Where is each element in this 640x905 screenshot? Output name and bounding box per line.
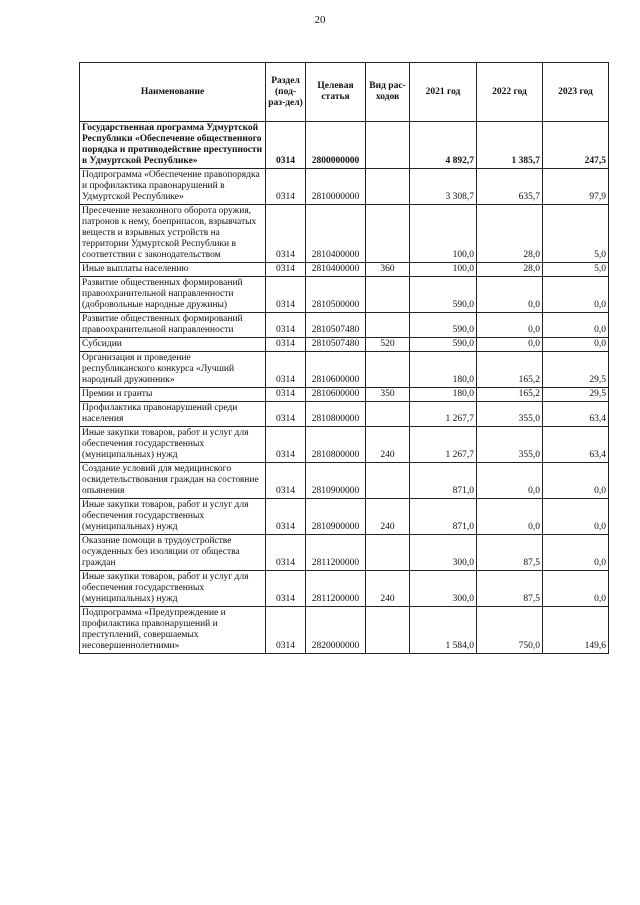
header-section: Раздел (под-раз-дел) bbox=[266, 63, 306, 122]
table-row bbox=[80, 571, 609, 607]
table-row bbox=[80, 352, 609, 388]
cell-expense bbox=[366, 607, 410, 654]
table-row bbox=[80, 277, 609, 313]
cell-target: 2811200000 bbox=[306, 535, 366, 571]
cell-expense bbox=[366, 313, 410, 338]
cell-target: 2810900000 bbox=[306, 499, 366, 535]
cell-2023: 5,0 bbox=[543, 205, 609, 263]
cell-2021: 871,0 bbox=[410, 499, 477, 535]
cell-section: 0314 bbox=[266, 402, 306, 427]
cell-target: 2810000000 bbox=[306, 169, 366, 205]
cell-name: Профилактика правонарушений среди населения bbox=[80, 402, 266, 427]
cell-2023: 63,4 bbox=[543, 427, 609, 463]
cell-2022: 0,0 bbox=[477, 313, 543, 338]
cell-target: 2810600000 bbox=[306, 388, 366, 402]
cell-section: 0314 bbox=[266, 352, 306, 388]
cell-2022: 355,0 bbox=[477, 427, 543, 463]
cell-name: Государственная программа Удмуртской Республики «Обеспечение общественного порядка и противодействие преступности в Удмуртской Республике» bbox=[80, 122, 266, 169]
cell-name: Иные выплаты населению bbox=[80, 263, 266, 277]
cell-section: 0314 bbox=[266, 571, 306, 607]
cell-target: 2820000000 bbox=[306, 607, 366, 654]
cell-section: 0314 bbox=[266, 463, 306, 499]
cell-expense: 360 bbox=[366, 263, 410, 277]
page-number: 20 bbox=[314, 14, 326, 26]
cell-section: 0314 bbox=[266, 607, 306, 654]
cell-2022: 165,2 bbox=[477, 388, 543, 402]
cell-2023: 63,4 bbox=[543, 402, 609, 427]
cell-target: 2810400000 bbox=[306, 205, 366, 263]
header-row bbox=[80, 63, 609, 122]
cell-2023: 29,5 bbox=[543, 388, 609, 402]
cell-2021: 590,0 bbox=[410, 313, 477, 338]
cell-section: 0314 bbox=[266, 169, 306, 205]
table-row bbox=[80, 263, 609, 277]
cell-2021: 590,0 bbox=[410, 338, 477, 352]
cell-2021: 100,0 bbox=[410, 263, 477, 277]
cell-name: Развитие общественных формирований правоохранительной направленности bbox=[80, 313, 266, 338]
cell-target: 2810507480 bbox=[306, 338, 366, 352]
cell-2023: 0,0 bbox=[543, 463, 609, 499]
cell-2022: 355,0 bbox=[477, 402, 543, 427]
cell-expense: 350 bbox=[366, 388, 410, 402]
cell-section: 0314 bbox=[266, 535, 306, 571]
cell-2023: 5,0 bbox=[543, 263, 609, 277]
cell-expense: 240 bbox=[366, 427, 410, 463]
header-2022: 2022 год bbox=[477, 63, 543, 122]
cell-section: 0314 bbox=[266, 499, 306, 535]
cell-2021: 871,0 bbox=[410, 463, 477, 499]
cell-2022: 0,0 bbox=[477, 499, 543, 535]
table-row bbox=[80, 313, 609, 338]
table-row bbox=[80, 338, 609, 352]
cell-name: Субсидии bbox=[80, 338, 266, 352]
cell-name: Развитие общественных формирований правоохранительной направленности (добровольные народные дружины) bbox=[80, 277, 266, 313]
cell-2022: 87,5 bbox=[477, 535, 543, 571]
cell-name: Создание условий для медицинского освидетельствования граждан на состояние опьянения bbox=[80, 463, 266, 499]
header-expense: Вид рас-ходов bbox=[366, 63, 410, 122]
cell-2022: 750,0 bbox=[477, 607, 543, 654]
cell-section: 0314 bbox=[266, 205, 306, 263]
table-row bbox=[80, 402, 609, 427]
cell-target: 2810507480 bbox=[306, 313, 366, 338]
cell-target: 2810800000 bbox=[306, 427, 366, 463]
cell-name: Иные закупки товаров, работ и услуг для обеспечения государственных (муниципальных) нужд bbox=[80, 571, 266, 607]
cell-2022: 0,0 bbox=[477, 463, 543, 499]
table-body bbox=[80, 122, 609, 654]
header-2021: 2021 год bbox=[410, 63, 477, 122]
cell-2022: 1 385,7 bbox=[477, 122, 543, 169]
cell-target: 2810900000 bbox=[306, 463, 366, 499]
cell-2022: 0,0 bbox=[477, 277, 543, 313]
cell-2022: 28,0 bbox=[477, 263, 543, 277]
header-target: Целевая статья bbox=[306, 63, 366, 122]
cell-2022: 87,5 bbox=[477, 571, 543, 607]
cell-target: 2811200000 bbox=[306, 571, 366, 607]
cell-expense bbox=[366, 402, 410, 427]
cell-target: 2810600000 bbox=[306, 352, 366, 388]
cell-expense bbox=[366, 122, 410, 169]
cell-target: 2810400000 bbox=[306, 263, 366, 277]
cell-name: Пресечение незаконного оборота оружия, патронов к нему, боеприпасов, взрывчатых веществ и взрывных устройств на территории Удмуртской Республики в соответствии с законодательством bbox=[80, 205, 266, 263]
cell-2021: 300,0 bbox=[410, 535, 477, 571]
cell-section: 0314 bbox=[266, 277, 306, 313]
cell-2023: 97,9 bbox=[543, 169, 609, 205]
cell-2023: 0,0 bbox=[543, 277, 609, 313]
cell-expense bbox=[366, 277, 410, 313]
cell-target: 2810800000 bbox=[306, 402, 366, 427]
cell-name: Иные закупки товаров, работ и услуг для обеспечения государственных (муниципальных) нужд bbox=[80, 427, 266, 463]
budget-table bbox=[79, 62, 609, 654]
cell-section: 0314 bbox=[266, 338, 306, 352]
table-row bbox=[80, 499, 609, 535]
cell-expense bbox=[366, 205, 410, 263]
cell-2021: 590,0 bbox=[410, 277, 477, 313]
cell-section: 0314 bbox=[266, 263, 306, 277]
cell-2023: 0,0 bbox=[543, 571, 609, 607]
cell-2023: 0,0 bbox=[543, 535, 609, 571]
cell-2021: 300,0 bbox=[410, 571, 477, 607]
table-row bbox=[80, 463, 609, 499]
cell-2023: 0,0 bbox=[543, 338, 609, 352]
cell-section: 0314 bbox=[266, 388, 306, 402]
cell-name: Подпрограмма «Обеспечение правопорядка и профилактика правонарушений в Удмуртской Республике» bbox=[80, 169, 266, 205]
cell-2023: 247,5 bbox=[543, 122, 609, 169]
table-row bbox=[80, 122, 609, 169]
cell-2021: 3 308,7 bbox=[410, 169, 477, 205]
cell-2021: 1 267,7 bbox=[410, 402, 477, 427]
cell-2023: 29,5 bbox=[543, 352, 609, 388]
cell-2022: 635,7 bbox=[477, 169, 543, 205]
cell-target: 2810500000 bbox=[306, 277, 366, 313]
cell-section: 0314 bbox=[266, 427, 306, 463]
cell-2023: 0,0 bbox=[543, 499, 609, 535]
cell-2021: 180,0 bbox=[410, 352, 477, 388]
cell-expense bbox=[366, 535, 410, 571]
cell-expense: 240 bbox=[366, 499, 410, 535]
cell-2022: 165,2 bbox=[477, 352, 543, 388]
header-2023: 2023 год bbox=[543, 63, 609, 122]
cell-2022: 28,0 bbox=[477, 205, 543, 263]
cell-2023: 149,6 bbox=[543, 607, 609, 654]
cell-expense bbox=[366, 352, 410, 388]
cell-2021: 1 267,7 bbox=[410, 427, 477, 463]
cell-name: Иные закупки товаров, работ и услуг для обеспечения государственных (муниципальных) нужд bbox=[80, 499, 266, 535]
cell-expense bbox=[366, 169, 410, 205]
table-row bbox=[80, 535, 609, 571]
cell-target: 2800000000 bbox=[306, 122, 366, 169]
cell-2021: 1 584,0 bbox=[410, 607, 477, 654]
cell-name: Организация и проведение республиканского конкурса «Лучший народный дружинник» bbox=[80, 352, 266, 388]
cell-2023: 0,0 bbox=[543, 313, 609, 338]
header-name: Наименование bbox=[80, 63, 266, 122]
cell-section: 0314 bbox=[266, 122, 306, 169]
cell-2021: 4 892,7 bbox=[410, 122, 477, 169]
cell-2021: 180,0 bbox=[410, 388, 477, 402]
cell-section: 0314 bbox=[266, 313, 306, 338]
cell-expense bbox=[366, 463, 410, 499]
table-row bbox=[80, 169, 609, 205]
cell-2022: 0,0 bbox=[477, 338, 543, 352]
cell-expense: 240 bbox=[366, 571, 410, 607]
cell-2021: 100,0 bbox=[410, 205, 477, 263]
table-row bbox=[80, 607, 609, 654]
cell-name: Оказание помощи в трудоустройстве осужденных без изоляции от общества граждан bbox=[80, 535, 266, 571]
cell-name: Премии и гранты bbox=[80, 388, 266, 402]
table-row bbox=[80, 205, 609, 263]
cell-expense: 520 bbox=[366, 338, 410, 352]
cell-name: Подпрограмма «Предупреждение и профилактика правонарушений и преступлений, совершаемых несовершеннолетними» bbox=[80, 607, 266, 654]
table-row bbox=[80, 388, 609, 402]
table-row bbox=[80, 427, 609, 463]
